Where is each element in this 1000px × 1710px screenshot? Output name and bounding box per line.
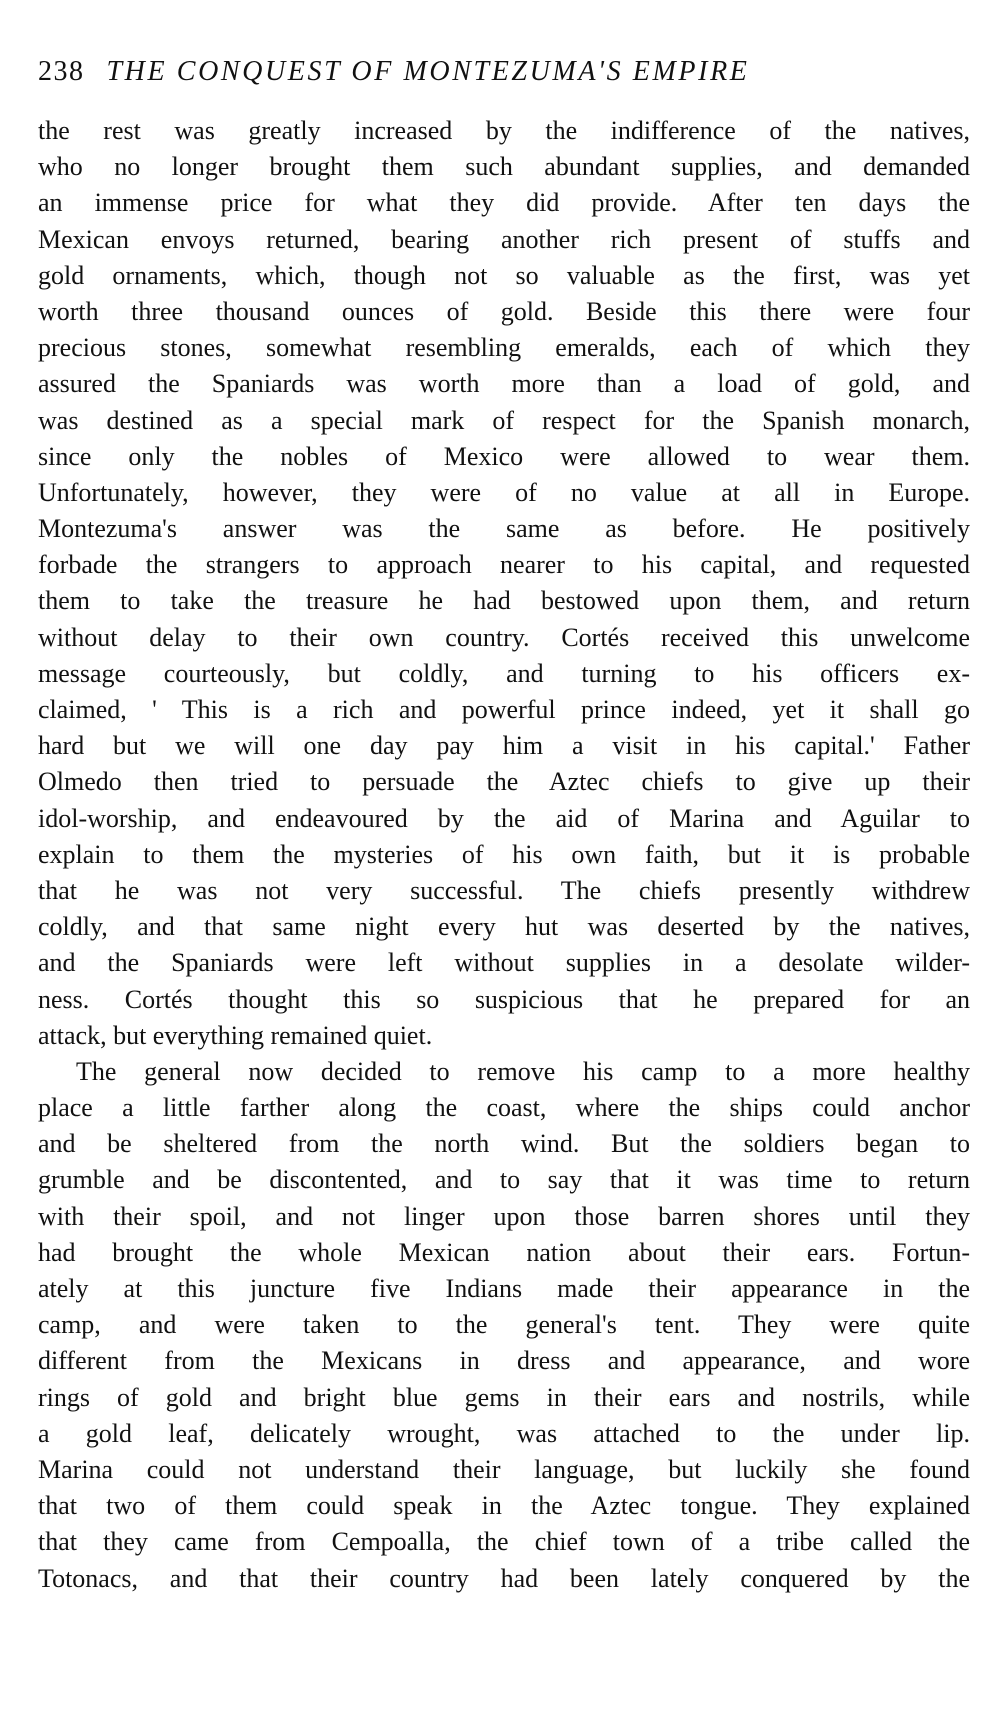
text-line: place a little farther along the coast, where the ships could anchor [38, 1093, 970, 1123]
text-line: who no longer brought them such abundant supplies, and demanded [38, 152, 970, 182]
text-line: Olmedo then tried to persuade the Aztec chiefs to give up their [38, 767, 970, 797]
text-line: Unfortunately, however, they were of no value at all in Europe. [38, 477, 970, 507]
text-line: Mexican envoys returned, bearing another rich present of stuffs and [38, 224, 970, 254]
page-number: 238 [38, 56, 85, 87]
text-line: a gold leaf, delicately wrought, was attached to the under lip. [38, 1418, 970, 1448]
text-line: the rest was greatly increased by the indifference of the natives, [38, 116, 970, 145]
text-line: gold ornaments, which, though not so valuable as the first, was yet [38, 260, 970, 290]
text-line: explain to them the mysteries of his own faith, but it is probable [38, 839, 970, 869]
text-line: attack, but everything remained quiet. [38, 1020, 433, 1050]
text-line: Marina could not understand their language, but luckily she found [38, 1454, 970, 1484]
paragraph-2 [38, 1054, 970, 1597]
text-line: an immense price for what they did provide. After ten days the [38, 188, 970, 218]
text-line: idol-worship, and endeavoured by the aid of Marina and Aguilar to [38, 803, 970, 833]
text-line: ately at this juncture five Indians made their appearance in the [38, 1274, 970, 1303]
text-line: Montezuma's answer was the same as before. He positively [38, 514, 970, 544]
text-line: since only the nobles of Mexico were allowed to wear them. [38, 441, 970, 471]
text-line: that they came from Cempoalla, the chief town of a tribe called the [38, 1527, 970, 1557]
text-line: Totonacs, and that their country had been lately conquered by the [38, 1563, 970, 1593]
text-line: assured the Spaniards was worth more than a load of gold, and [38, 369, 970, 399]
text-line: that two of them could speak in the Aztec tongue. They explained [38, 1491, 970, 1521]
text-line: precious stones, somewhat resembling emeralds, each of which they [38, 333, 970, 363]
body-text [38, 113, 970, 1597]
text-line: them to take the treasure he had bestowed upon them, and return [38, 586, 970, 616]
text-line: hard but we will one day pay him a visit in his capital.' Father [38, 731, 970, 761]
text-line: ness. Cortés thought this so suspicious that he prepared for an [38, 984, 970, 1014]
text-line: coldly, and that same night every hut was deserted by the natives, [38, 912, 970, 942]
text-line: and the Spaniards were left without supplies in a desolate wilder- [38, 948, 970, 978]
text-line: forbade the strangers to approach nearer to his capital, and requested [38, 550, 970, 580]
text-line: that he was not very successful. The chiefs presently withdrew [38, 875, 970, 905]
text-line: without delay to their own country. Cortés received this unwelcome [38, 622, 970, 652]
text-line: had brought the whole Mexican nation about their ears. Fortun- [38, 1237, 970, 1267]
text-line: was destined as a special mark of respect for the Spanish monarch, [38, 405, 970, 435]
text-line: rings of gold and bright blue gems in their ears and nostrils, while [38, 1382, 970, 1412]
running-title: THE CONQUEST OF MONTEZUMA'S EMPIRE [106, 56, 750, 87]
paragraph-1 [38, 113, 970, 1054]
text-line: message courteously, but coldly, and turning to his officers ex- [38, 658, 970, 688]
text-line: camp, and were taken to the general's tent. They were quite [38, 1310, 970, 1340]
text-line: with their spoil, and not linger upon those barren shores until they [38, 1201, 970, 1231]
text-line: The general now decided to remove his camp to a more healthy [76, 1056, 970, 1086]
text-line: different from the Mexicans in dress and appearance, and wore [38, 1346, 970, 1376]
text-line: and be sheltered from the north wind. But the soldiers began to [38, 1129, 970, 1159]
text-line: worth three thousand ounces of gold. Beside this there were four [38, 296, 970, 326]
text-line: grumble and be discontented, and to say that it was time to return [38, 1165, 970, 1195]
text-line: claimed, ' This is a rich and powerful prince indeed, yet it shall go [38, 695, 970, 724]
running-head [38, 52, 968, 92]
